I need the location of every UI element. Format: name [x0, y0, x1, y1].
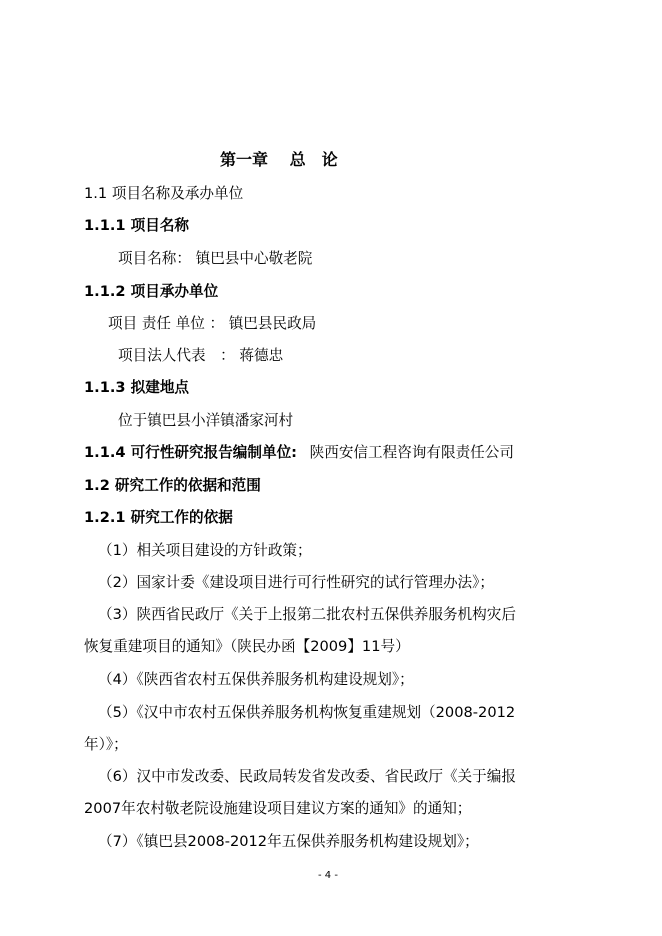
basis-item-5-line-2: 年）》； — [84, 736, 128, 753]
basis-item-6-line-2: 2007年农村敬老院设施建设项目建议方案的通知》的通知； — [84, 800, 472, 817]
section-1-1-heading: 1.1 项目名称及承办单位 — [84, 185, 244, 202]
section-1-1-4-value: 陕西安信工程咨询有限责任公司 — [309, 444, 514, 461]
section-1-1-1-heading: 1.1.1 项目名称 — [84, 217, 190, 234]
basis-item-3-line-2: 恢复重建项目的通知》（陕民办函【2009】11号） — [84, 638, 410, 655]
section-1-1-4-line — [84, 443, 514, 463]
project-name-line: 项目名称： 镇巴县中心敬老院 — [118, 250, 313, 267]
section-1-1-4-label: 1.1.4 可行性研究报告编制单位: — [84, 444, 297, 461]
basis-item-7: （7）《镇巴县2008-2012年五保供养服务机构建设规划》； — [98, 833, 479, 850]
location-line: 位于镇巴县小洋镇潘家河村 — [118, 412, 294, 429]
basis-item-5-line-1: （5）《汉中市农村五保供养服务机构恢复重建规划（2008-2012 — [98, 704, 516, 721]
responsible-unit-line: 项目 责任 单位 ： 镇巴县民政局 — [108, 315, 317, 332]
basis-item-2: （2）国家计委《建设项目进行可行性研究的试行管理办法》； — [98, 574, 495, 591]
section-1-1-3-heading: 1.1.3 拟建地点 — [84, 379, 190, 396]
page-number: - 4 - — [318, 870, 338, 881]
chapter-title: 第一章 总 论 — [220, 150, 338, 169]
section-1-2-1-heading: 1.2.1 研究工作的依据 — [84, 509, 233, 526]
basis-item-4: （4）《陕西省农村五保供养服务机构建设规划》； — [98, 671, 414, 688]
basis-item-3-line-1: （3）陕西省民政厅《关于上报第二批农村五保供养服务机构灾后 — [98, 606, 516, 623]
legal-representative-line: 项目法人代表 ： 蒋德忠 — [118, 347, 284, 364]
section-1-1-2-heading: 1.1.2 项目承办单位 — [84, 283, 219, 300]
section-1-2-heading: 1.2 研究工作的依据和范围 — [84, 477, 261, 494]
basis-item-1: （1）相关项目建设的方针政策； — [98, 542, 312, 559]
basis-item-6-line-1: （6）汉中市发改委、民政局转发省发改委、省民政厅《关于编报 — [98, 768, 516, 785]
